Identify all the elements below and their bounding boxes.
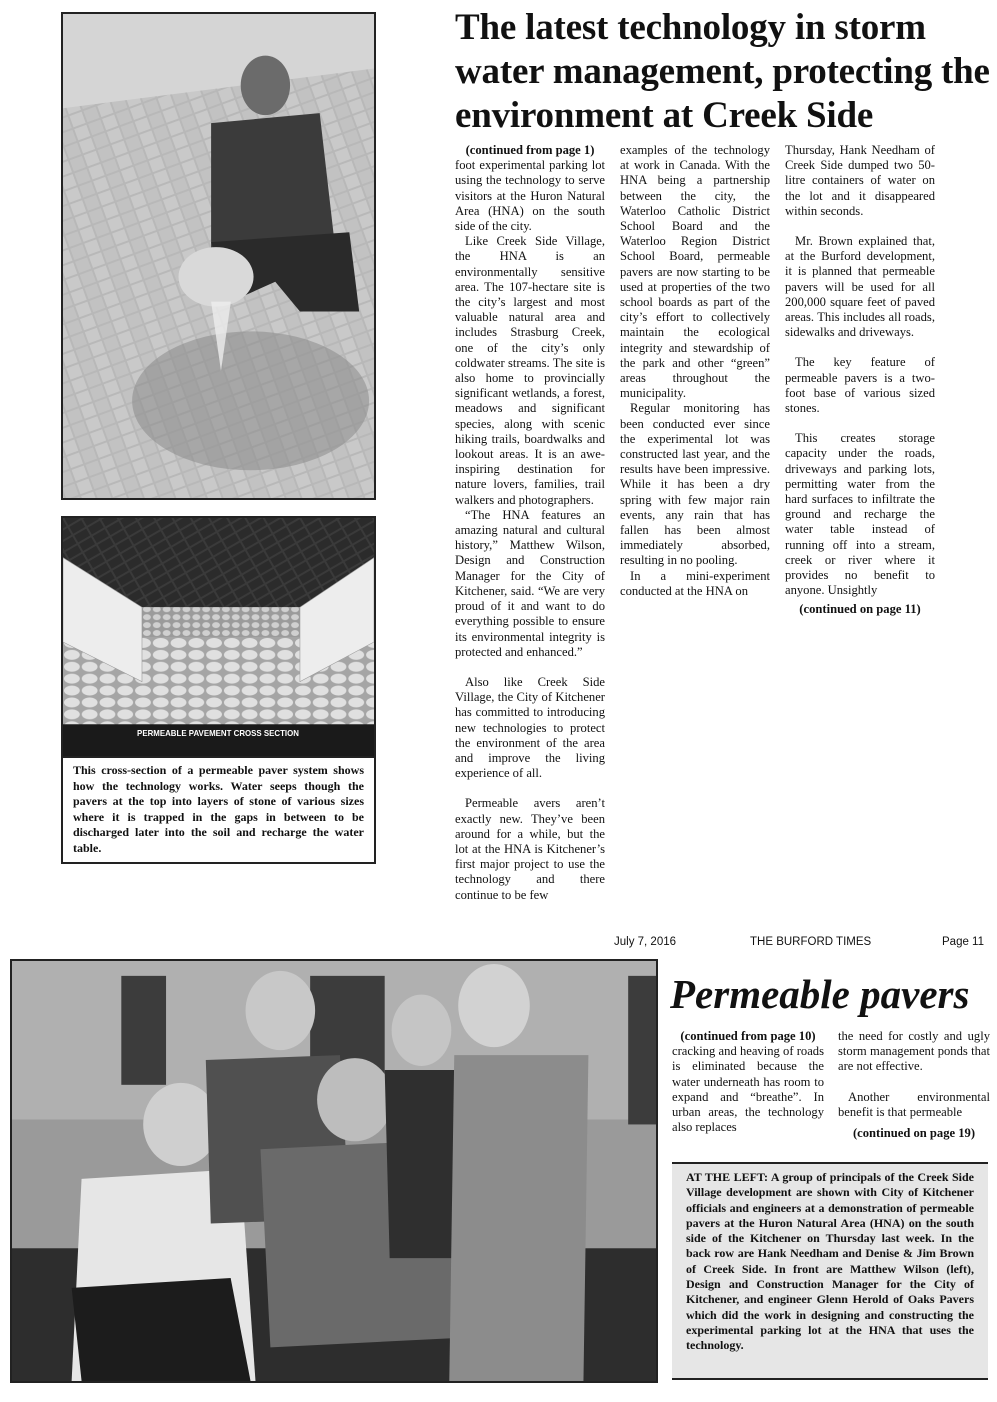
paragraph: examples of the technology at work in Canada. With the HNA being a partnership between the city, the Waterloo Catholic District School Board and the Waterloo Region District School Board, permeable pavers are now starting to be used at properties of the two school boards as part of the city’s effort to collectively maintain the ecological integrity and stewardship of the park and other “green” areas throughout the municipality.	[620, 143, 770, 401]
continued-on-label: (continued on page 19)	[852, 1126, 976, 1141]
paragraph: Thursday, Hank Needham of Creek Side dumped two 50-litre containers of water on the lot and it disappeared within seconds.	[785, 143, 935, 218]
story2-headline: Permeable pavers	[670, 971, 970, 1017]
paragraph: Like Creek Side Village, the HNA is an environmentally sensitive area. The 107-hectare site is the city’s largest and most valuable natural area and includes Strasburg Creek, one of the city’s only coldwater streams. The site is also home to provincially significant wetlands, a forest, meadows and significant species, along with scenic hiking trails, boardwalks and lookout areas. It is an awe-inspiring destination for nature lovers, families, trail walkers and photographers.	[455, 234, 605, 507]
folio-page-number: Page 11	[942, 936, 984, 948]
paragraph: Regular monitoring has been conducted ever since the experimental lot was constructed last year, and the results have been impressive. While it has been a dry spring with few major rain events, any rain that has fallen has been almost immediately absorbed, resulting in no pooling.	[620, 401, 770, 568]
paragraph: “The HNA features an amazing natural and cultural history,” Matthew Wilson, Design and Construction Manager for the City of Kitchener, said. “We are very proud of it and want to do everything possible to ensure its environmental integrity is protected and enhanced.”	[455, 507, 605, 659]
continued-from-label: (continued from page 10)	[680, 1029, 816, 1043]
story-column-3	[785, 143, 935, 618]
paragraph: Another environmental benefit is that permeable	[838, 1089, 990, 1119]
paragraph: cracking and heaving of roads is eliminated because the water underneath has room to expand and “breathe”. In urban areas, the technology also replaces	[672, 1044, 824, 1135]
diagram-caption: This cross-section of a permeable paver system shows how the technology works. Water seeps though the pavers at the top into layers of stone of various sizes where it is trapped in the gaps in between to be discharged later into the soil and recharge the water table.	[61, 756, 376, 864]
paragraph: the need for costly and ugly storm management ponds that are not effective.	[838, 1029, 990, 1074]
paragraph: The key feature of permeable pavers is a two-foot base of various sized stones.	[785, 355, 935, 416]
paragraph: This creates storage capacity under the roads, driveways and parking lots, permitting water from the hard surfaces to infiltrate the ground and recharge the water table instead of running off into a stream, creek or river where it provides no benefit to anyone. Unsightly	[785, 431, 935, 598]
story-headline: The latest technology in storm water management, protecting the environment at Creek Side	[455, 7, 990, 136]
paragraph: foot experimental parking lot using the technology to serve visitors at the Huron Natural Area (HNA) on the south side of the city.	[455, 158, 605, 234]
diagram-title: PERMEABLE PAVEMENT CROSS SECTION	[137, 729, 299, 739]
story-column-2	[620, 143, 770, 599]
permeable-pavement-diagram	[61, 516, 376, 756]
folio-paper-name: THE BURFORD TIMES	[750, 936, 872, 948]
photo-water-pouring	[61, 12, 376, 500]
continued-on-label: (continued on page 11)	[799, 602, 921, 617]
continued-from-label: (continued from page 1)	[465, 143, 595, 157]
story2-column-2	[838, 1029, 990, 1141]
photo-group-demonstration	[10, 959, 658, 1383]
paragraph: Permeable avers aren’t exactly new. They’ve been around for a while, but the lot at the HNA is Kitchener’s first major project to use the technology and there continue to be few	[455, 796, 605, 902]
story2-column-1	[672, 1029, 824, 1135]
folio-date: July 7, 2016	[614, 936, 677, 948]
paragraph: Mr. Brown explained that, at the Burford development, it is planned that permeable pavers will be used for all 200,000 square feet of paved areas. This includes all roads, sidewalks and driveways.	[785, 234, 935, 340]
story-column-1	[455, 143, 605, 903]
group-photo-caption: AT THE LEFT: A group of principals of the Creek Side Village development are shown with City of Kitchener officials and engineers at a demonstration of permeable pavers at the Huron Natural Area (HNA) on the south side of the Kitchener on Thursday last week. In the back row are Hank Needham and Denise & Jim Brown of Creek Side. In front are Matthew Wilson (left), Design and Construction Manager for the City of Kitchener, and engineer Glenn Herold of Oaks Pavers which did the work in designing and constructing the experimental parking lot at the HNA that uses the technology.	[672, 1162, 988, 1380]
paragraph: In a mini-experiment conducted at the HNA on	[620, 568, 770, 598]
paragraph: Also like Creek Side Village, the City of Kitchener has committed to introducing new technologies to protect the environment of the area and improve the living experience of all.	[455, 674, 605, 781]
